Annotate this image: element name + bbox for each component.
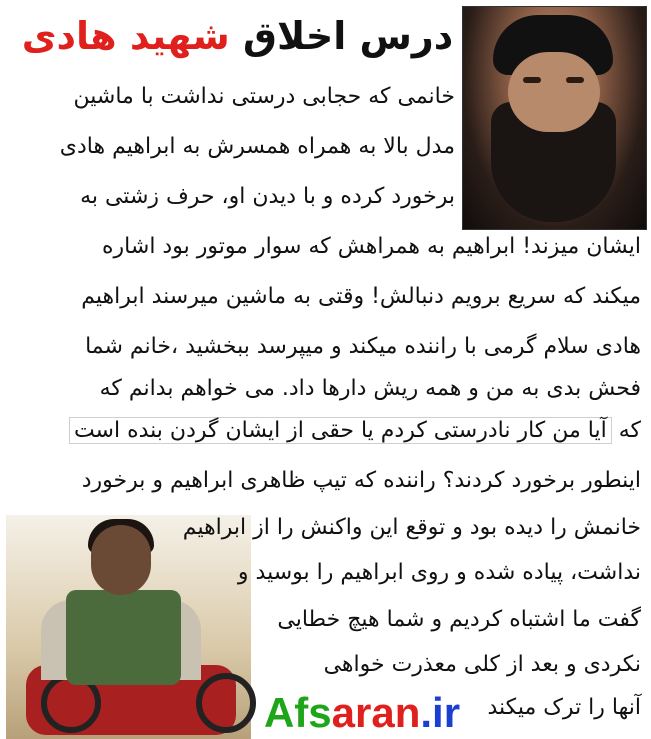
text-line-3: برخورد کرده و با دیدن او، حرف زشتی به: [80, 184, 455, 209]
text-line-8-group: [69, 418, 641, 443]
text-line-13: نکردی و بعد از کلی معذرت خواهی: [323, 652, 641, 677]
brand-part-1: Afs: [263, 689, 332, 736]
text-line-14: آنها را ترک میکند: [487, 695, 641, 720]
site-logo: [262, 690, 462, 736]
text-line-2: مدل بالا به همراه همسرش به ابراهیم هادی: [59, 134, 455, 159]
text-line-6: هادی سلام گرمی با راننده میکند و میپرسد ببخشید ،خانم شما: [85, 334, 641, 359]
text-line-12: گفت ما اشتباه کردیم و شما هیچ خطایی: [277, 607, 641, 632]
portrait-photo: [462, 6, 647, 230]
text-line-8-end: که: [618, 418, 641, 443]
text-line-7: فحش بدی به من و همه ریش دارها داد. می خواهم بدانم که: [99, 376, 641, 401]
title-accent: شهید هادی: [21, 14, 230, 58]
text-line-11: نداشت، پیاده شده و روی ابراهیم را بوسید و: [237, 560, 641, 585]
page-title: [10, 6, 465, 66]
text-line-10: خانمش را دیده بود و توقع این واکنش را از ابراهیم: [182, 515, 641, 540]
text-line-4: ایشان میزند! ابراهیم به همراهش که سوار موتور بود اشاره: [102, 234, 641, 259]
text-line-1: خانمی که حجابی درستی نداشت با ماشین: [73, 84, 455, 109]
highlighted-sentence: آیا من کار نادرستی کردم یا حقی از ایشان گردن بنده است: [69, 417, 612, 444]
brand-part-2: aran: [331, 689, 421, 736]
text-line-5: میکند که سریع برویم دنبالش! وقتی به ماشین میرسند ابراهیم: [81, 284, 641, 309]
text-line-9: اینطور برخورد کردند؟ راننده که تیپ ظاهری ابراهیم و برخورد: [81, 468, 641, 493]
motorcycle-photo: [6, 515, 251, 739]
brand-part-3: .ir: [420, 689, 461, 736]
title-main: درس اخلاق: [243, 14, 454, 58]
